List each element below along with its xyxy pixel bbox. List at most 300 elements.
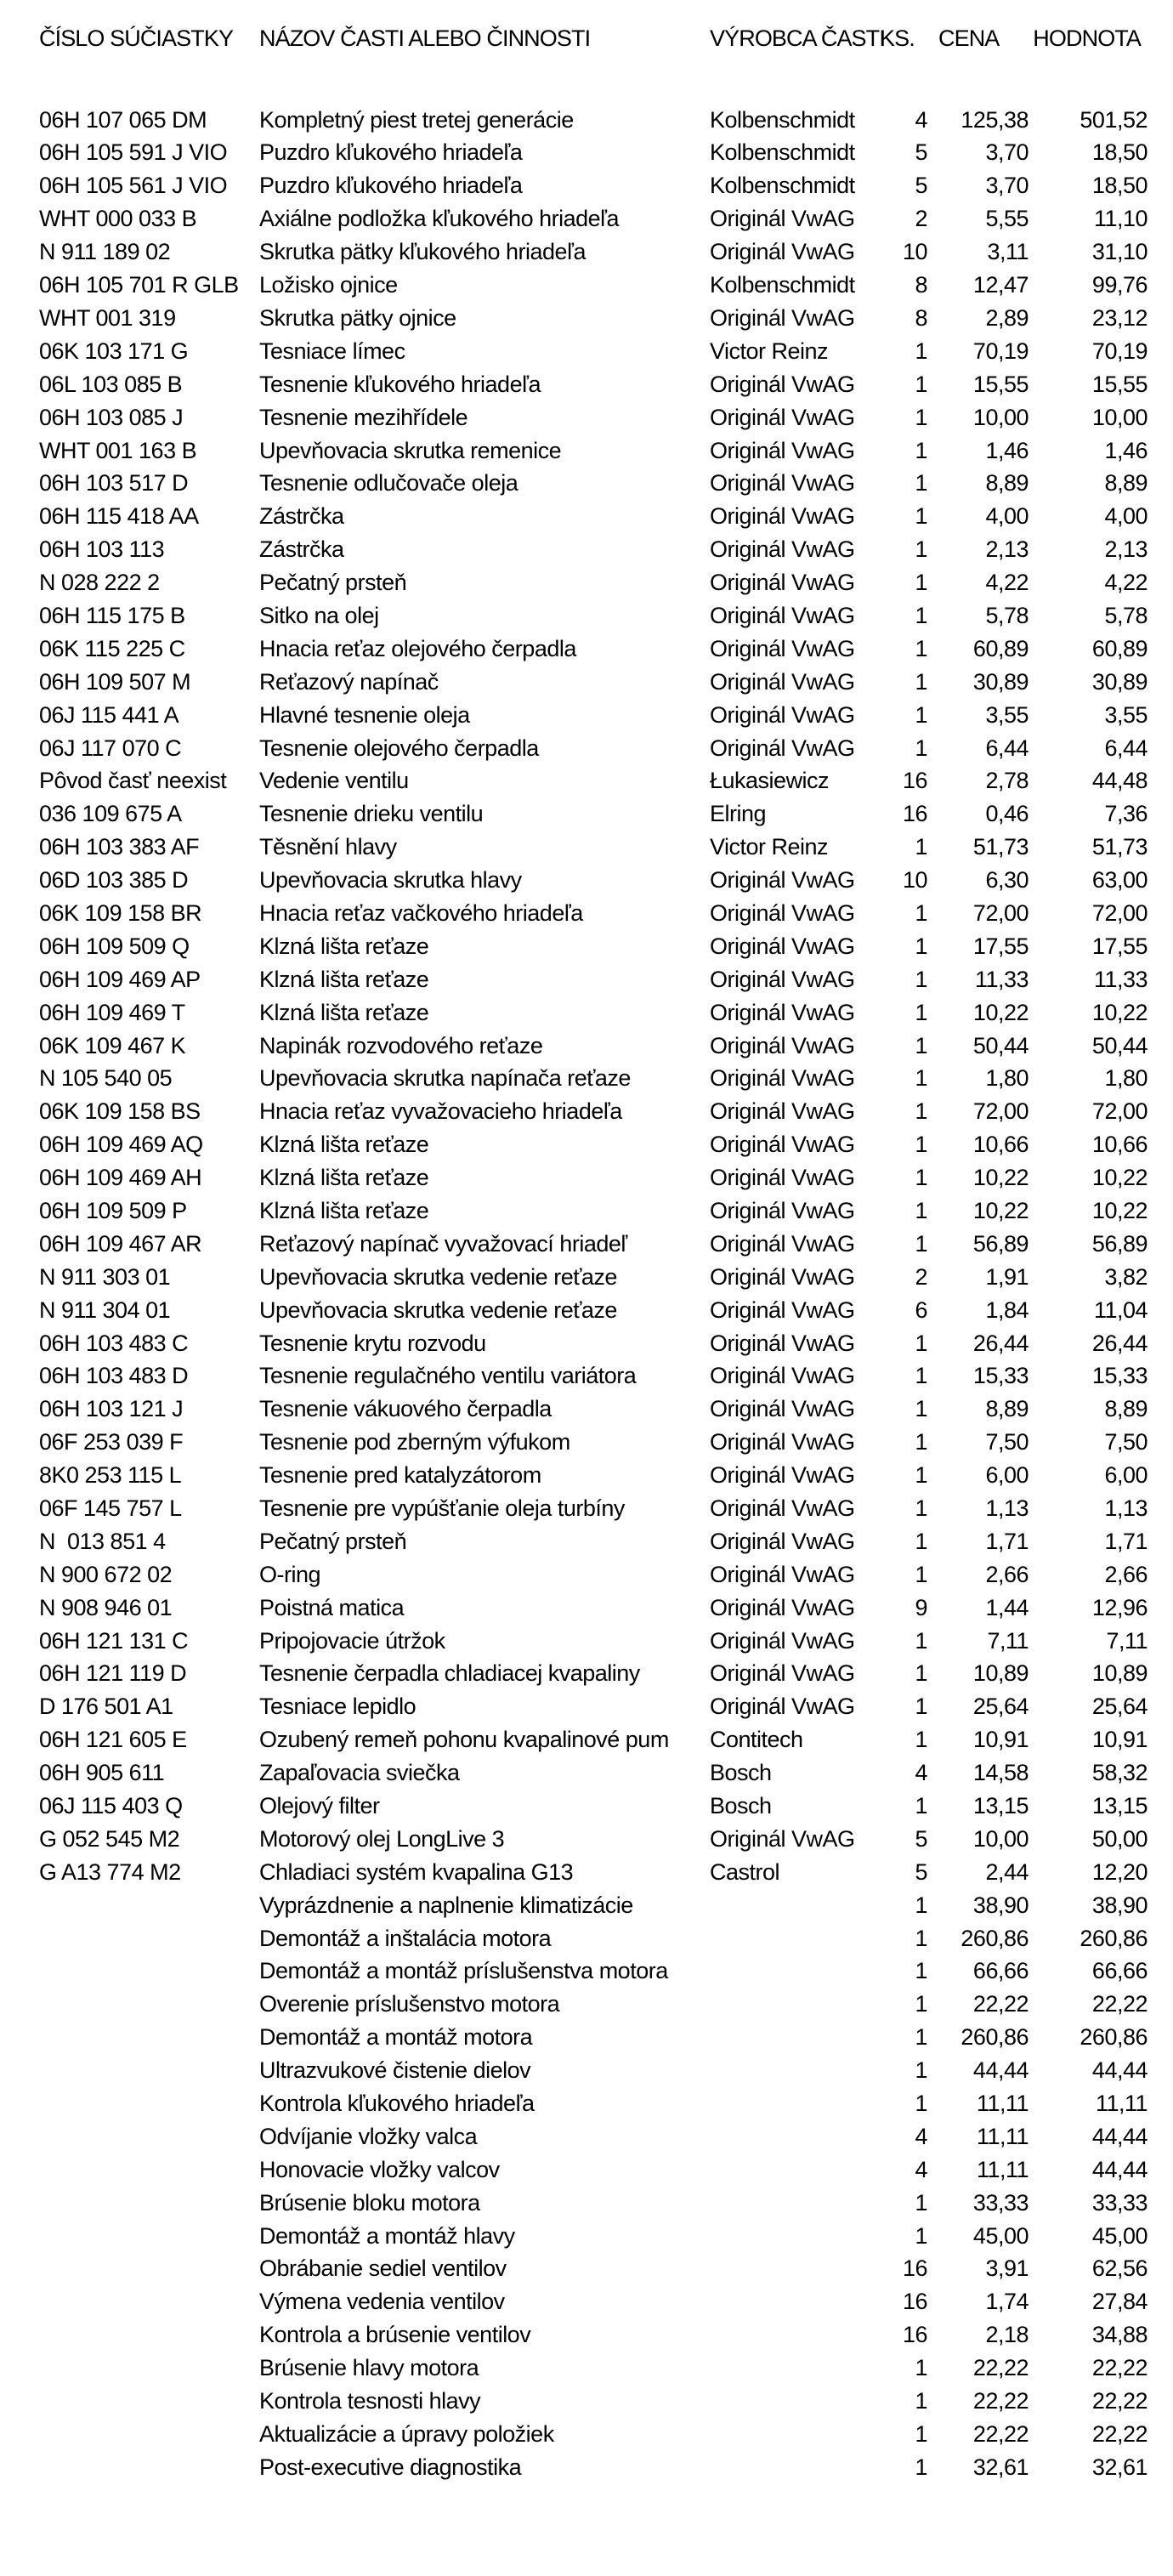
cell-value: 33,33 <box>1091 2190 1148 2216</box>
cell-manufacturer: Victor Reinz <box>710 835 829 860</box>
table-row <box>39 1889 1149 1922</box>
cell-qty: 1 <box>915 2025 927 2051</box>
cell-qty: 1 <box>915 603 927 628</box>
cell-qty: 1 <box>915 1331 927 1356</box>
cell-manufacturer: Kolbenschmidt <box>710 140 855 166</box>
cell-manufacturer: Kolbenschmidt <box>710 107 855 133</box>
cell-value: 10,89 <box>1091 1661 1148 1687</box>
cell-value: 11,33 <box>1093 967 1148 992</box>
cell-price: 66,66 <box>972 1959 1028 1984</box>
cell-price: 11,11 <box>976 2091 1028 2117</box>
cell-value: 15,55 <box>1091 372 1148 397</box>
cell-part-number: 06K 109 158 BR <box>39 900 202 926</box>
cell-part-number: N 908 946 01 <box>39 1595 173 1620</box>
cell-value: 60,89 <box>1091 636 1148 661</box>
cell-value: 44,48 <box>1091 769 1148 794</box>
cell-value: 11,04 <box>1093 1297 1148 1323</box>
cell-price: 72,00 <box>972 1099 1028 1125</box>
table-row <box>39 2120 1149 2153</box>
cell-qty: 1 <box>915 1166 927 1191</box>
cell-qty: 2 <box>915 1264 927 1290</box>
cell-value: 62,56 <box>1091 2256 1148 2282</box>
table-row <box>39 897 1149 930</box>
table-row <box>39 2220 1149 2253</box>
cell-qty: 10 <box>902 240 927 265</box>
cell-name: Tesnenie pred katalyzátorom <box>259 1463 541 1489</box>
cell-price: 5,55 <box>985 207 1028 232</box>
cell-name: Kompletný piest tretej generácie <box>259 107 574 133</box>
cell-value: 72,00 <box>1091 1099 1148 1125</box>
cell-qty: 16 <box>902 769 927 794</box>
cell-price: 3,11 <box>987 240 1028 265</box>
cell-part-number: N 105 540 05 <box>39 1066 173 1092</box>
cell-qty: 1 <box>915 900 927 926</box>
cell-price: 125,38 <box>960 107 1028 133</box>
table-row <box>39 2055 1149 2088</box>
cell-name: Klzná lišta reťaze <box>259 1132 429 1158</box>
table-row <box>39 302 1149 335</box>
cell-qty: 1 <box>915 1463 927 1489</box>
cell-manufacturer: Contitech <box>710 1728 803 1753</box>
cell-name: Demontáž a inštalácia motora <box>259 1926 552 1951</box>
cell-qty: 1 <box>915 1066 927 1092</box>
cell-part-number: 06H 121 605 E <box>39 1728 187 1753</box>
cell-name: Poistná matica <box>259 1595 405 1620</box>
cell-value: 12,20 <box>1091 1859 1148 1885</box>
table-row <box>39 1658 1149 1691</box>
cell-qty: 2 <box>915 207 927 232</box>
table-row <box>39 468 1149 501</box>
cell-name: Tesnenie pod zberným výfukom <box>259 1430 570 1455</box>
cell-value: 6,44 <box>1104 735 1148 761</box>
table-row <box>39 1228 1149 1261</box>
table-row <box>39 1261 1149 1294</box>
cell-name: Reťazový napínač <box>259 669 439 695</box>
cell-manufacturer: Elring <box>710 802 767 827</box>
table-row <box>39 2087 1149 2120</box>
cell-name: Tesnenie čerpadla chladiacej kvapaliny <box>259 1661 640 1687</box>
cell-part-number: 06H 109 509 Q <box>39 933 190 959</box>
cell-value: 7,50 <box>1104 1430 1148 1455</box>
cell-part-number: WHT 000 033 B <box>39 207 197 232</box>
cell-qty: 1 <box>915 967 927 992</box>
cell-part-number: 06F 145 757 L <box>39 1496 182 1521</box>
cell-price: 10,89 <box>972 1661 1028 1687</box>
cell-qty: 4 <box>915 2124 927 2149</box>
cell-price: 3,91 <box>985 2256 1028 2282</box>
cell-name: Axiálne podložka kľukového hriadeľa <box>259 207 620 232</box>
cell-qty: 1 <box>915 1430 927 1455</box>
cell-value: 1,46 <box>1104 438 1148 463</box>
cell-part-number: 06J 115 403 Q <box>39 1794 183 1819</box>
cell-qty: 1 <box>915 372 927 397</box>
cell-name: Post-executive diagnostika <box>259 2454 522 2480</box>
cell-qty: 8 <box>915 305 927 331</box>
cell-value: 260,86 <box>1080 1926 1148 1951</box>
cell-price: 60,89 <box>972 636 1028 661</box>
cell-price: 38,90 <box>972 1892 1028 1918</box>
cell-price: 25,64 <box>972 1694 1028 1720</box>
cell-value: 44,44 <box>1091 2124 1148 2149</box>
cell-value: 25,64 <box>1091 1694 1148 1720</box>
cell-value: 51,73 <box>1091 835 1148 860</box>
cell-part-number: N 911 303 01 <box>39 1264 171 1290</box>
table-row <box>39 104 1149 137</box>
cell-qty: 1 <box>915 1926 927 1951</box>
cell-part-number: 06H 109 469 AH <box>39 1166 202 1191</box>
cell-part-number: 06J 115 441 A <box>39 702 179 728</box>
cell-qty: 1 <box>915 669 927 695</box>
cell-part-number: G A13 774 M2 <box>39 1859 181 1885</box>
cell-part-number: 06H 115 418 AA <box>39 504 199 530</box>
cell-value: 66,66 <box>1091 1959 1148 1984</box>
table-row <box>39 599 1149 633</box>
cell-manufacturer: Originál VwAG <box>710 1331 855 1356</box>
table-row <box>39 930 1149 963</box>
table-row <box>39 699 1149 732</box>
cell-name: Puzdro kľukového hriadeľa <box>259 173 523 199</box>
cell-qty: 1 <box>915 504 927 530</box>
table-row <box>39 633 1149 666</box>
cell-manufacturer: Kolbenschmidt <box>710 173 855 199</box>
cell-qty: 1 <box>915 1959 927 1984</box>
table-row <box>39 1030 1149 1063</box>
cell-price: 22,22 <box>972 2421 1028 2447</box>
cell-manufacturer: Originál VwAG <box>710 1231 855 1257</box>
cell-qty: 1 <box>915 2058 927 2084</box>
table-row <box>39 434 1149 468</box>
cell-value: 10,22 <box>1091 1198 1148 1223</box>
cell-manufacturer: Originál VwAG <box>710 1430 855 1455</box>
cell-price: 12,47 <box>972 273 1028 298</box>
cell-name: Tesnenie krytu rozvodu <box>259 1331 486 1356</box>
cell-name: Obrábanie sediel ventilov <box>259 2256 507 2282</box>
cell-price: 51,73 <box>972 835 1028 860</box>
cell-value: 501,52 <box>1080 107 1148 133</box>
cell-value: 50,44 <box>1091 1033 1148 1058</box>
cell-name: Klzná lišta reťaze <box>259 1166 429 1191</box>
cell-name: Honovacie vložky valcov <box>259 2157 500 2182</box>
cell-manufacturer: Originál VwAG <box>710 405 855 430</box>
cell-name: Demontáž a montáž príslušenstva motora <box>259 1959 668 1984</box>
table-row <box>39 1194 1149 1228</box>
cell-value: 15,33 <box>1091 1364 1148 1389</box>
cell-value: 26,44 <box>1091 1331 1148 1356</box>
cell-price: 3,55 <box>985 702 1028 728</box>
cell-name: Ozubený remeň pohonu kvapalinové pum <box>259 1728 669 1753</box>
cell-value: 13,15 <box>1091 1794 1148 1819</box>
table-row <box>39 2418 1149 2451</box>
cell-price: 13,15 <box>972 1794 1028 1819</box>
cell-qty: 1 <box>915 1728 927 1753</box>
cell-value: 38,90 <box>1091 1892 1148 1918</box>
table-row <box>39 1460 1149 1493</box>
cell-part-number: 06H 115 175 B <box>39 603 185 628</box>
cell-price: 2,66 <box>985 1562 1028 1587</box>
table-row <box>39 1294 1149 1327</box>
cell-qty: 1 <box>915 735 927 761</box>
cell-part-number: 06H 109 507 M <box>39 669 191 695</box>
table-row <box>39 1691 1149 1724</box>
table-row <box>39 1525 1149 1558</box>
cell-qty: 1 <box>915 1132 927 1158</box>
cell-price: 260,86 <box>960 2025 1028 2051</box>
cell-price: 11,11 <box>976 2124 1028 2149</box>
cell-part-number: 06H 109 469 AQ <box>39 1132 203 1158</box>
table-row <box>39 666 1149 699</box>
cell-part-number: 06L 103 085 B <box>39 372 183 397</box>
cell-manufacturer: Łukasiewicz <box>710 769 830 794</box>
cell-manufacturer: Originál VwAG <box>710 1000 855 1025</box>
cell-manufacturer: Originál VwAG <box>710 1562 855 1587</box>
cell-value: 50,00 <box>1091 1826 1148 1852</box>
cell-manufacturer: Bosch <box>710 1794 772 1819</box>
cell-value: 22,22 <box>1091 1992 1148 2017</box>
cell-part-number: 06K 109 158 BS <box>39 1099 201 1125</box>
cell-qty: 4 <box>915 1761 927 1786</box>
cell-manufacturer: Victor Reinz <box>710 338 829 364</box>
cell-price: 72,00 <box>972 900 1028 926</box>
cell-value: 22,22 <box>1091 2421 1148 2447</box>
cell-qty: 1 <box>915 405 927 430</box>
cell-qty: 1 <box>915 835 927 860</box>
cell-qty: 1 <box>915 636 927 661</box>
cell-name: Puzdro kľukového hriadeľa <box>259 140 523 166</box>
cell-value: 12,96 <box>1091 1595 1148 1620</box>
cell-name: Zástrčka <box>259 504 344 530</box>
table-row <box>39 1989 1149 2022</box>
cell-name: Demontáž a montáž motora <box>259 2025 533 2051</box>
cell-price: 1,74 <box>985 2289 1028 2315</box>
cell-price: 11,33 <box>974 967 1028 992</box>
cell-name: Brúsenie hlavy motora <box>259 2356 479 2381</box>
cell-name: Tesnenie odlučovače oleja <box>259 471 518 496</box>
cell-name: Klzná lišta reťaze <box>259 967 429 992</box>
cell-value: 10,22 <box>1091 1000 1148 1025</box>
cell-value: 23,12 <box>1091 305 1148 331</box>
table-row <box>39 566 1149 599</box>
cell-manufacturer: Originál VwAG <box>710 1198 855 1223</box>
cell-price: 11,11 <box>976 2157 1028 2182</box>
cell-qty: 10 <box>902 868 927 894</box>
cell-price: 1,13 <box>985 1496 1028 1521</box>
cell-value: 7,36 <box>1104 802 1148 827</box>
table-row <box>39 236 1149 270</box>
cell-name: Hnacia reťaz vyvažovacieho hriadeľa <box>259 1099 622 1125</box>
cell-value: 44,44 <box>1091 2058 1148 2084</box>
cell-value: 4,00 <box>1104 504 1148 530</box>
cell-name: Tesnenie kľukového hriadeľa <box>259 372 541 397</box>
cell-manufacturer: Originál VwAG <box>710 240 855 265</box>
cell-qty: 5 <box>915 1859 927 1885</box>
cell-qty: 1 <box>915 2190 927 2216</box>
cell-part-number: 06H 105 701 R GLB <box>39 273 239 298</box>
cell-name: Chladiaci systém kvapalina G13 <box>259 1859 574 1885</box>
cell-price: 10,22 <box>972 1198 1028 1223</box>
cell-value: 6,00 <box>1104 1463 1148 1489</box>
cell-qty: 1 <box>915 2454 927 2480</box>
table-row <box>39 1360 1149 1393</box>
cell-name: Klzná lišta reťaze <box>259 1000 429 1025</box>
cell-name: Hnacia reťaz vačkového hriadeľa <box>259 900 583 926</box>
table-row <box>39 1757 1149 1790</box>
cell-manufacturer: Originál VwAG <box>710 1099 855 1125</box>
cell-part-number: N 013 851 4 <box>39 1529 166 1554</box>
cell-manufacturer: Originál VwAG <box>710 933 855 959</box>
cell-part-number: 036 109 675 A <box>39 802 182 827</box>
cell-manufacturer: Kolbenschmidt <box>710 273 855 298</box>
cell-part-number: 06H 103 383 AF <box>39 835 200 860</box>
table-row <box>39 864 1149 897</box>
cell-value: 22,22 <box>1091 2356 1148 2381</box>
cell-part-number: 06H 107 065 DM <box>39 107 207 133</box>
cell-part-number: N 911 304 01 <box>39 1297 171 1323</box>
cell-price: 2,13 <box>985 537 1028 563</box>
cell-part-number: 06H 105 591 J VIO <box>39 140 228 166</box>
cell-part-number: 06H 109 469 T <box>39 1000 185 1025</box>
cell-name: Skrutka pätky kľukového hriadeľa <box>259 240 586 265</box>
cell-part-number: N 911 189 02 <box>39 240 171 265</box>
cell-manufacturer: Originál VwAG <box>710 702 855 728</box>
cell-price: 5,78 <box>985 603 1028 628</box>
cell-price: 10,00 <box>972 1826 1028 1852</box>
cell-name: O-ring <box>259 1562 321 1587</box>
cell-name: Zástrčka <box>259 537 344 563</box>
cell-manufacturer: Originál VwAG <box>710 1397 855 1422</box>
cell-qty: 1 <box>915 1397 927 1422</box>
cell-part-number: 06H 905 611 <box>39 1761 165 1786</box>
cell-price: 6,00 <box>985 1463 1028 1489</box>
cell-manufacturer: Originál VwAG <box>710 305 855 331</box>
table-row <box>39 1063 1149 1096</box>
cell-value: 10,91 <box>1091 1728 1148 1753</box>
table-row <box>39 137 1149 170</box>
cell-qty: 1 <box>915 2421 927 2447</box>
cell-qty: 6 <box>915 1297 927 1323</box>
column-header-qty: KS. <box>880 26 915 52</box>
cell-manufacturer: Originál VwAG <box>710 372 855 397</box>
cell-name: Upevňovacia skrutka vedenie reťaze <box>259 1297 617 1323</box>
cell-value: 8,89 <box>1104 1397 1148 1422</box>
cell-qty: 1 <box>915 1562 927 1587</box>
column-header-manufacturer: VÝROBCA ČASTI <box>710 26 885 52</box>
column-header-part-number: ČÍSLO SÚČIASTKY <box>39 26 234 52</box>
cell-qty: 1 <box>915 2356 927 2381</box>
cell-qty: 1 <box>915 570 927 596</box>
cell-price: 8,89 <box>985 1397 1028 1422</box>
cell-manufacturer: Bosch <box>710 1761 772 1786</box>
cell-price: 4,00 <box>985 504 1028 530</box>
cell-value: 30,89 <box>1091 669 1148 695</box>
cell-name: Kontrola a brúsenie ventilov <box>259 2323 531 2348</box>
cell-name: Upevňovacia skrutka remenice <box>259 438 562 463</box>
table-row <box>39 2451 1149 2484</box>
cell-qty: 16 <box>902 802 927 827</box>
cell-name: Sitko na olej <box>259 603 379 628</box>
table-row <box>39 1327 1149 1360</box>
cell-value: 99,76 <box>1091 273 1148 298</box>
cell-value: 27,84 <box>1091 2289 1148 2315</box>
cell-part-number: 06H 105 561 J VIO <box>39 173 228 199</box>
cell-value: 2,66 <box>1104 1562 1148 1587</box>
cell-name: Pečatný prsteň <box>259 570 407 596</box>
table-row <box>39 2385 1149 2418</box>
cell-value: 58,32 <box>1091 1761 1148 1786</box>
cell-part-number: 06H 121 119 D <box>39 1661 187 1687</box>
cell-price: 10,91 <box>972 1728 1028 1753</box>
table-row <box>39 269 1149 302</box>
cell-value: 34,88 <box>1091 2323 1148 2348</box>
table-row <box>39 401 1149 434</box>
cell-price: 7,50 <box>985 1430 1028 1455</box>
cell-name: Zapaľovacia sviečka <box>259 1761 460 1786</box>
cell-manufacturer: Originál VwAG <box>710 1496 855 1521</box>
table-row <box>39 501 1149 534</box>
cell-value: 18,50 <box>1091 173 1148 199</box>
cell-name: Skrutka pätky ojnice <box>259 305 456 331</box>
cell-qty: 9 <box>915 1595 927 1620</box>
cell-name: Hlavné tesnenie oleja <box>259 702 470 728</box>
cell-name: Tesnenie olejového čerpadla <box>259 735 539 761</box>
table-row <box>39 2319 1149 2352</box>
cell-price: 0,46 <box>985 802 1028 827</box>
cell-manufacturer: Originál VwAG <box>710 1628 855 1654</box>
cell-qty: 1 <box>915 1033 927 1058</box>
cell-name: Klzná lišta reťaze <box>259 1198 429 1223</box>
table-row <box>39 831 1149 865</box>
cell-qty: 1 <box>915 1892 927 1918</box>
cell-price: 1,46 <box>985 438 1028 463</box>
cell-name: Brúsenie bloku motora <box>259 2190 480 2216</box>
cell-qty: 16 <box>902 2323 927 2348</box>
cell-value: 260,86 <box>1080 2025 1148 2051</box>
cell-name: Kontrola kľukového hriadeľa <box>259 2091 535 2117</box>
cell-qty: 8 <box>915 273 927 298</box>
cell-price: 10,66 <box>972 1132 1028 1158</box>
cell-name: Pripojovacie útržok <box>259 1628 445 1654</box>
table-row <box>39 335 1149 368</box>
cell-manufacturer: Originál VwAG <box>710 537 855 563</box>
cell-price: 1,44 <box>985 1595 1028 1620</box>
cell-qty: 1 <box>915 438 927 463</box>
table-row <box>39 1162 1149 1195</box>
cell-part-number: 06H 103 517 D <box>39 471 189 496</box>
table-row <box>39 1393 1149 1427</box>
cell-qty: 1 <box>915 1794 927 1819</box>
cell-part-number: 06K 103 171 G <box>39 338 189 364</box>
cell-value: 10,22 <box>1091 1166 1148 1191</box>
table-row <box>39 732 1149 765</box>
cell-value: 56,89 <box>1091 1231 1148 1257</box>
cell-name: Ultrazvukové čistenie dielov <box>259 2058 531 2084</box>
cell-manufacturer: Originál VwAG <box>710 1132 855 1158</box>
cell-qty: 1 <box>915 1000 927 1025</box>
cell-qty: 16 <box>902 2289 927 2315</box>
cell-value: 72,00 <box>1091 900 1148 926</box>
cell-name: Tesniace lepidlo <box>259 1694 416 1720</box>
table-row <box>39 534 1149 567</box>
cell-qty: 1 <box>915 1694 927 1720</box>
cell-price: 10,00 <box>972 405 1028 430</box>
cell-part-number: 06H 109 467 AR <box>39 1231 202 1257</box>
cell-part-number: N 900 672 02 <box>39 1562 173 1587</box>
cell-name: Odvíjanie vložky valca <box>259 2124 478 2149</box>
cell-manufacturer: Originál VwAG <box>710 1694 855 1720</box>
cell-value: 17,55 <box>1091 933 1148 959</box>
cell-value: 3,55 <box>1104 702 1148 728</box>
cell-qty: 5 <box>915 140 927 166</box>
cell-qty: 1 <box>915 537 927 563</box>
